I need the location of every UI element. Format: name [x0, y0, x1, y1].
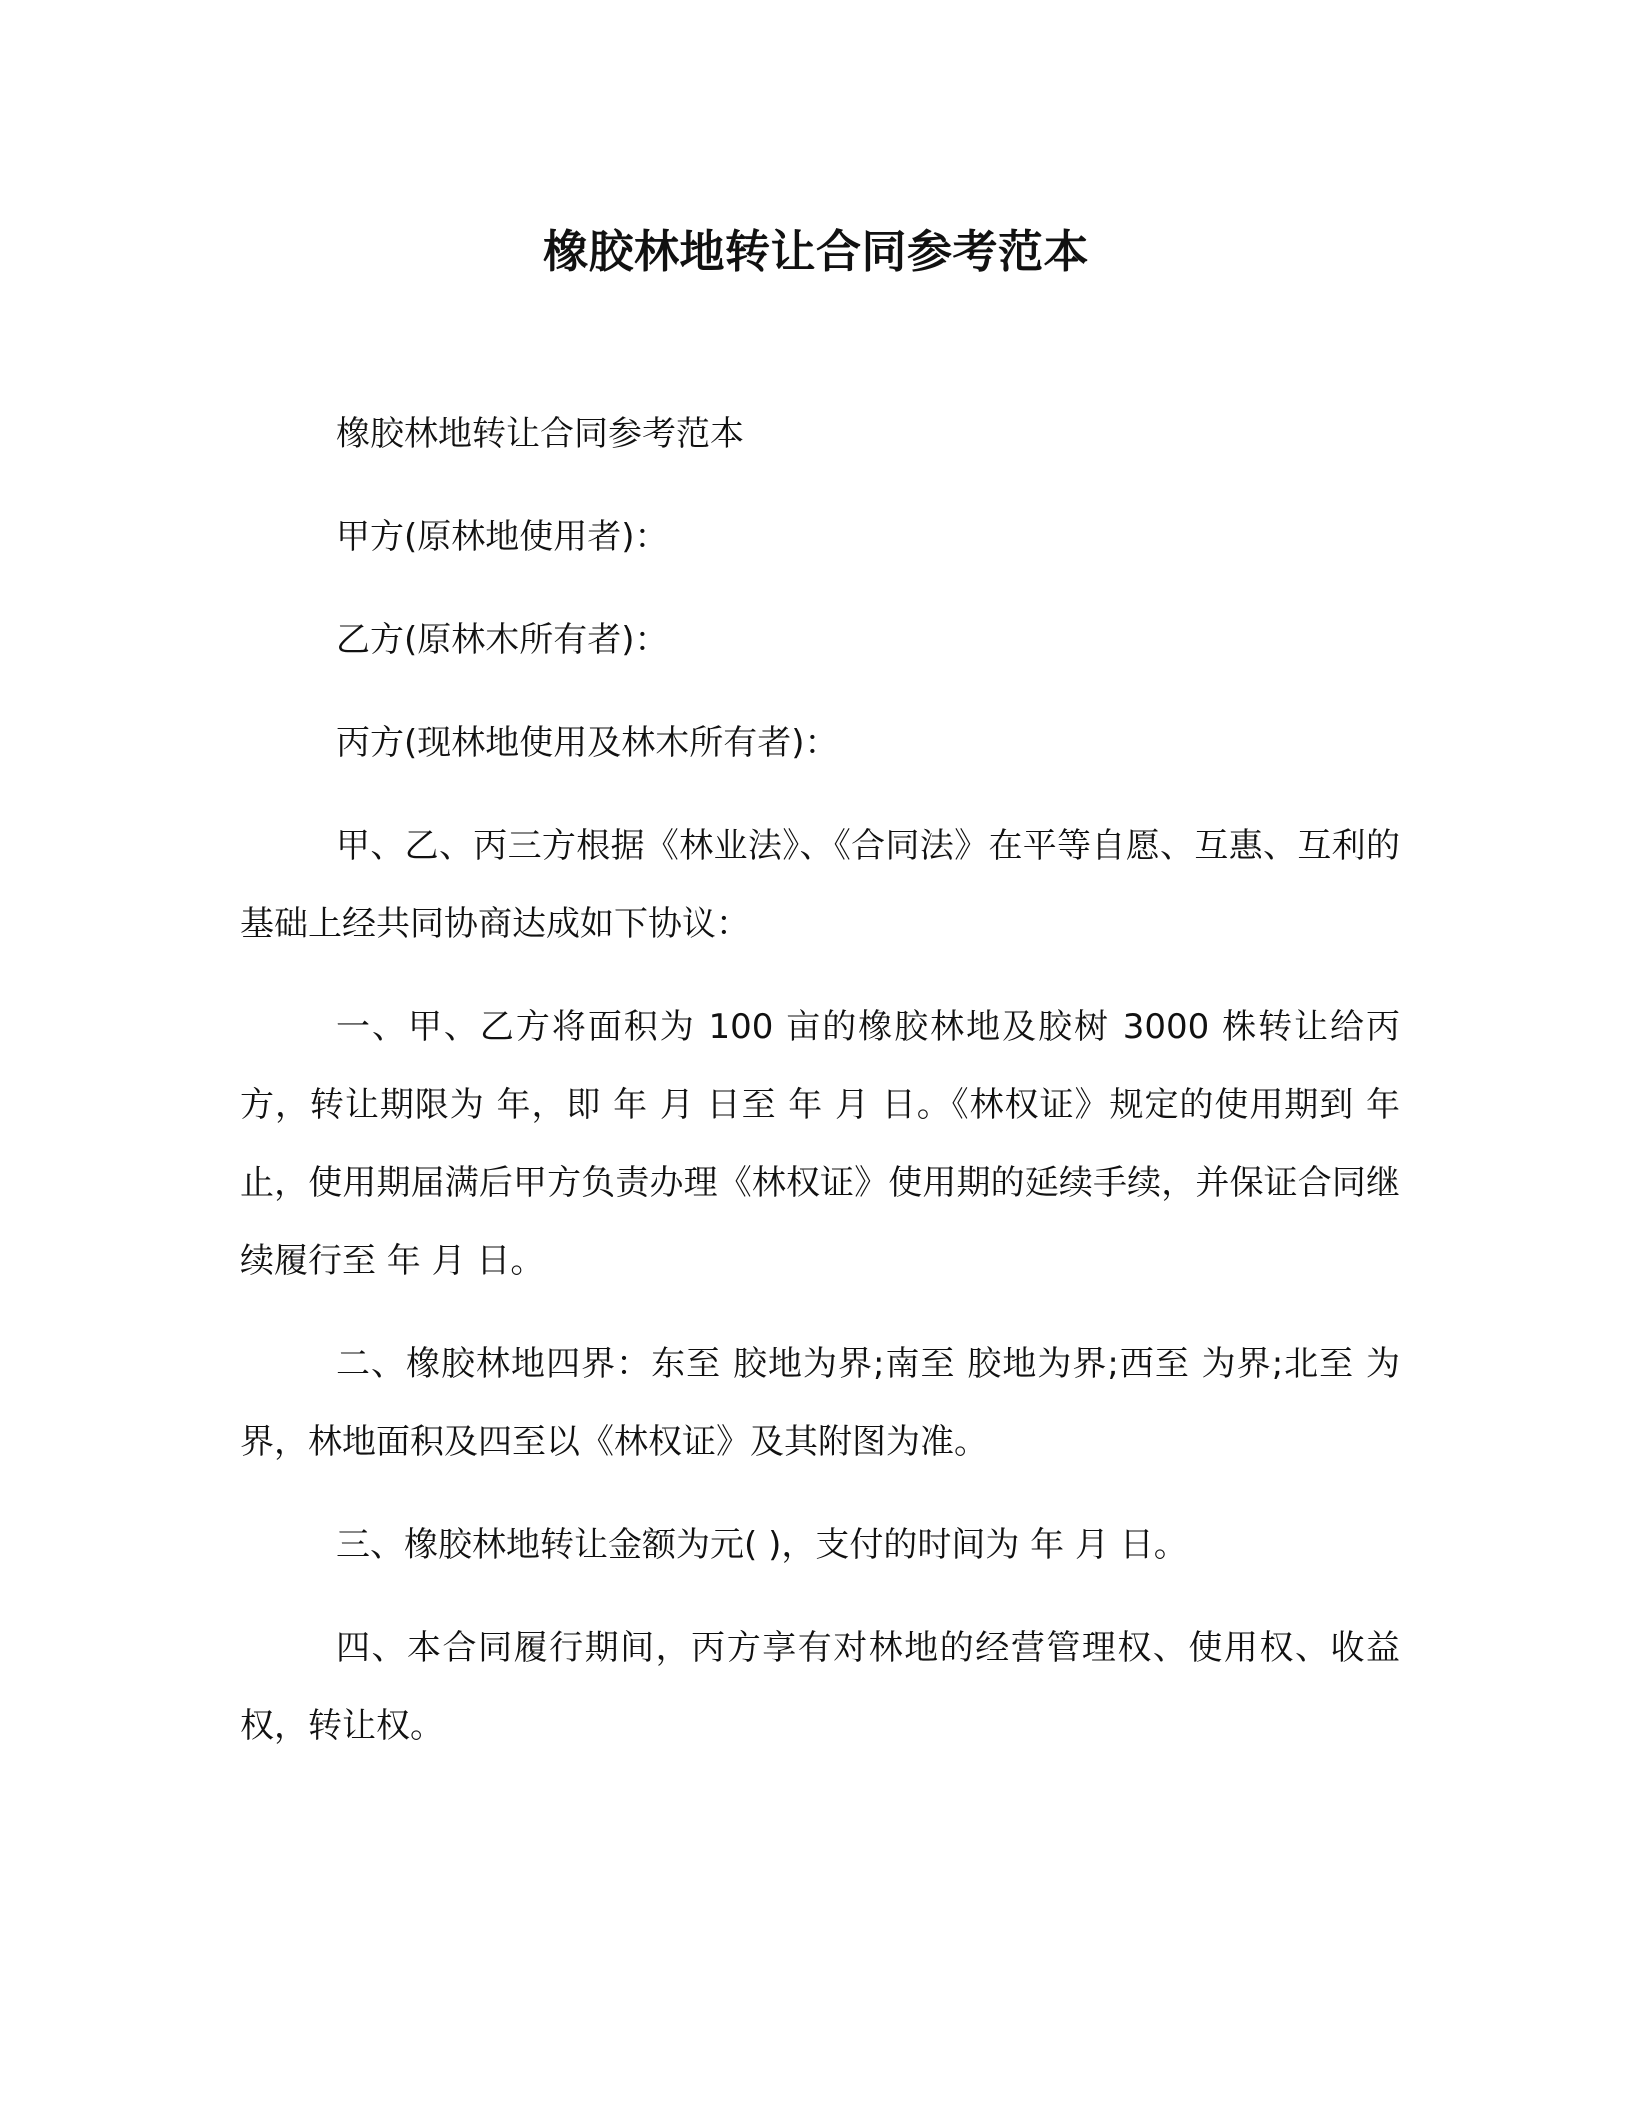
- party-b-line: 乙方(原林木所有者)：: [336, 620, 669, 660]
- party-a-line: 甲方(原林地使用者)：: [336, 517, 669, 557]
- preamble-paragraph: 甲、乙、丙三方根据《林业法》、《合同法》在平等自愿、互惠、互利的基础上经共同协商达成如下协议：: [240, 826, 1400, 944]
- document-body: [240, 395, 1400, 1790]
- document-title: 橡胶林地转让合同参考范本: [542, 225, 1089, 278]
- clause-1-paragraph: 一、甲、乙方将面积为 100 亩的橡胶林地及胶树 3000 株转让给丙方，转让期限为 年，即 年 月 日至 年 月 日。《林权证》规定的使用期到 年止，使用期届满后甲方负责办理《林权证》使用期的延续手续，并保证合同继续履行至 年 月 日。: [240, 1007, 1400, 1281]
- clause-4-paragraph: 四、本合同履行期间，丙方享有对林地的经营管理权、使用权、收益权，转让权。: [240, 1628, 1400, 1746]
- party-c-line: 丙方(现林地使用及林木所有者)：: [336, 723, 839, 763]
- clause-2-paragraph: 二、橡胶林地四界：东至 胶地为界;南至 胶地为界;西至 为界;北至 为界，林地面积及四至以《林权证》及其附图为准。: [240, 1344, 1400, 1462]
- clause-3-paragraph: 三、橡胶林地转让金额为元( )，支付的时间为 年 月 日。: [336, 1525, 1188, 1565]
- body-heading: 橡胶林地转让合同参考范本: [336, 414, 744, 454]
